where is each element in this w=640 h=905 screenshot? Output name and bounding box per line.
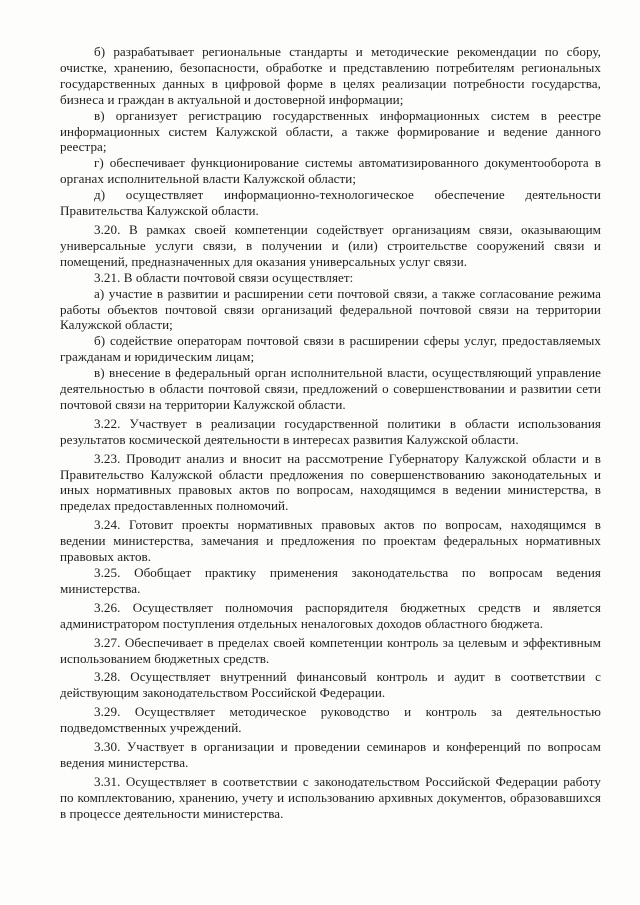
paragraph-3-25: 3.25. Обобщает практику применения законодательства по вопросам ведения министерства. bbox=[60, 565, 601, 596]
paragraph-3-23: 3.23. Проводит анализ и вносит на рассмотрение Губернатору Калужской области и в Правительство Калужской области предложения по совершенствованию законодательных и иных нормативных правовых актов по вопросам, находящимся в ведении министерства, в пределах предоставленных полномочий. bbox=[60, 450, 601, 514]
paragraph-3-21-a: а) участие в развитии и расширении сети почтовой связи, а также согласование режима работы объектов почтовой связи организаций федеральной почтовой связи на территории Калужской области; bbox=[60, 285, 601, 333]
paragraph-3-21-v: в) внесение в федеральный орган исполнительной власти, осуществляющий управление деятельностью в области почтовой связи, предложений о совершенствовании и развитии сети почтовой связи на территории Калужской области. bbox=[60, 365, 601, 412]
paragraph-item-b: б) разрабатывает региональные стандарты и методические рекомендации по сбору, очистке, хранению, безопасности, обработке и представлению потребителям региональных государственных данных в цифровой форме в целях реализации потребности государства, бизнеса и граждан в актуальной и достоверной информации; bbox=[60, 44, 601, 107]
paragraph-3-30: 3.30. Участвует в организации и проведении семинаров и конференций по вопросам ведения министерства. bbox=[60, 739, 601, 770]
paragraph-3-22: 3.22. Участвует в реализации государственной политики в области использования результатов космической деятельности в интересах развития Калужской области. bbox=[60, 415, 601, 447]
paragraph-3-29: 3.29. Осуществляет методическое руководство и контроль за деятельностью подведомственных учреждений. bbox=[60, 704, 601, 736]
paragraph-3-21-b: б) содействие операторам почтовой связи в расширении сферы услуг, предоставляемых гражданам и юридическим лицам; bbox=[60, 333, 601, 365]
paragraph-item-g: г) обеспечивает функционирование системы автоматизированного документооборота в органах исполнительной власти Калужской области; bbox=[60, 155, 601, 187]
paragraph-3-24: 3.24. Готовит проекты нормативных правовых актов по вопросам, находящимся в ведении министерства, замечания и предложения по проектам федеральных нормативных правовых актов. bbox=[60, 517, 601, 565]
paragraph-item-d: д) осуществляет информационно-технологическое обеспечение деятельности Правительства Калужской области. bbox=[60, 187, 601, 219]
paragraph-3-21: 3.21. В области почтовой связи осуществляет: bbox=[94, 269, 354, 285]
paragraph-3-20: 3.20. В рамках своей компетенции содействует организациям связи, оказывающим универсальные услуги связи, в получении и (или) строительстве сооружений связи и помещений, предназначенных для оказания универсальных услуг связи. bbox=[60, 221, 601, 269]
paragraph-item-v: в) организует регистрацию государственных информационных систем в реестре информационных систем Калужской области, а также формирование и ведение данного реестра; bbox=[60, 107, 601, 155]
paragraph-3-31: 3.31. Осуществляет в соответствии с законодательством Российской Федерации работу по комплектованию, хранению, учету и использованию архивных документов, образовавшихся в процессе деятельности министерства. bbox=[60, 773, 601, 821]
document-body bbox=[60, 44, 601, 822]
paragraph-3-26: 3.26. Осуществляет полномочия распорядителя бюджетных средств и является администратором поступления отдельных неналоговых доходов областного бюджета. bbox=[60, 599, 601, 631]
paragraph-3-27: 3.27. Обеспечивает в пределах своей компетенции контроль за целевым и эффективным использованием бюджетных средств. bbox=[60, 634, 601, 666]
paragraph-3-28: 3.28. Осуществляет внутренний финансовый контроль и аудит в соответствии с действующим законодательством Российской Федерации. bbox=[60, 669, 601, 701]
